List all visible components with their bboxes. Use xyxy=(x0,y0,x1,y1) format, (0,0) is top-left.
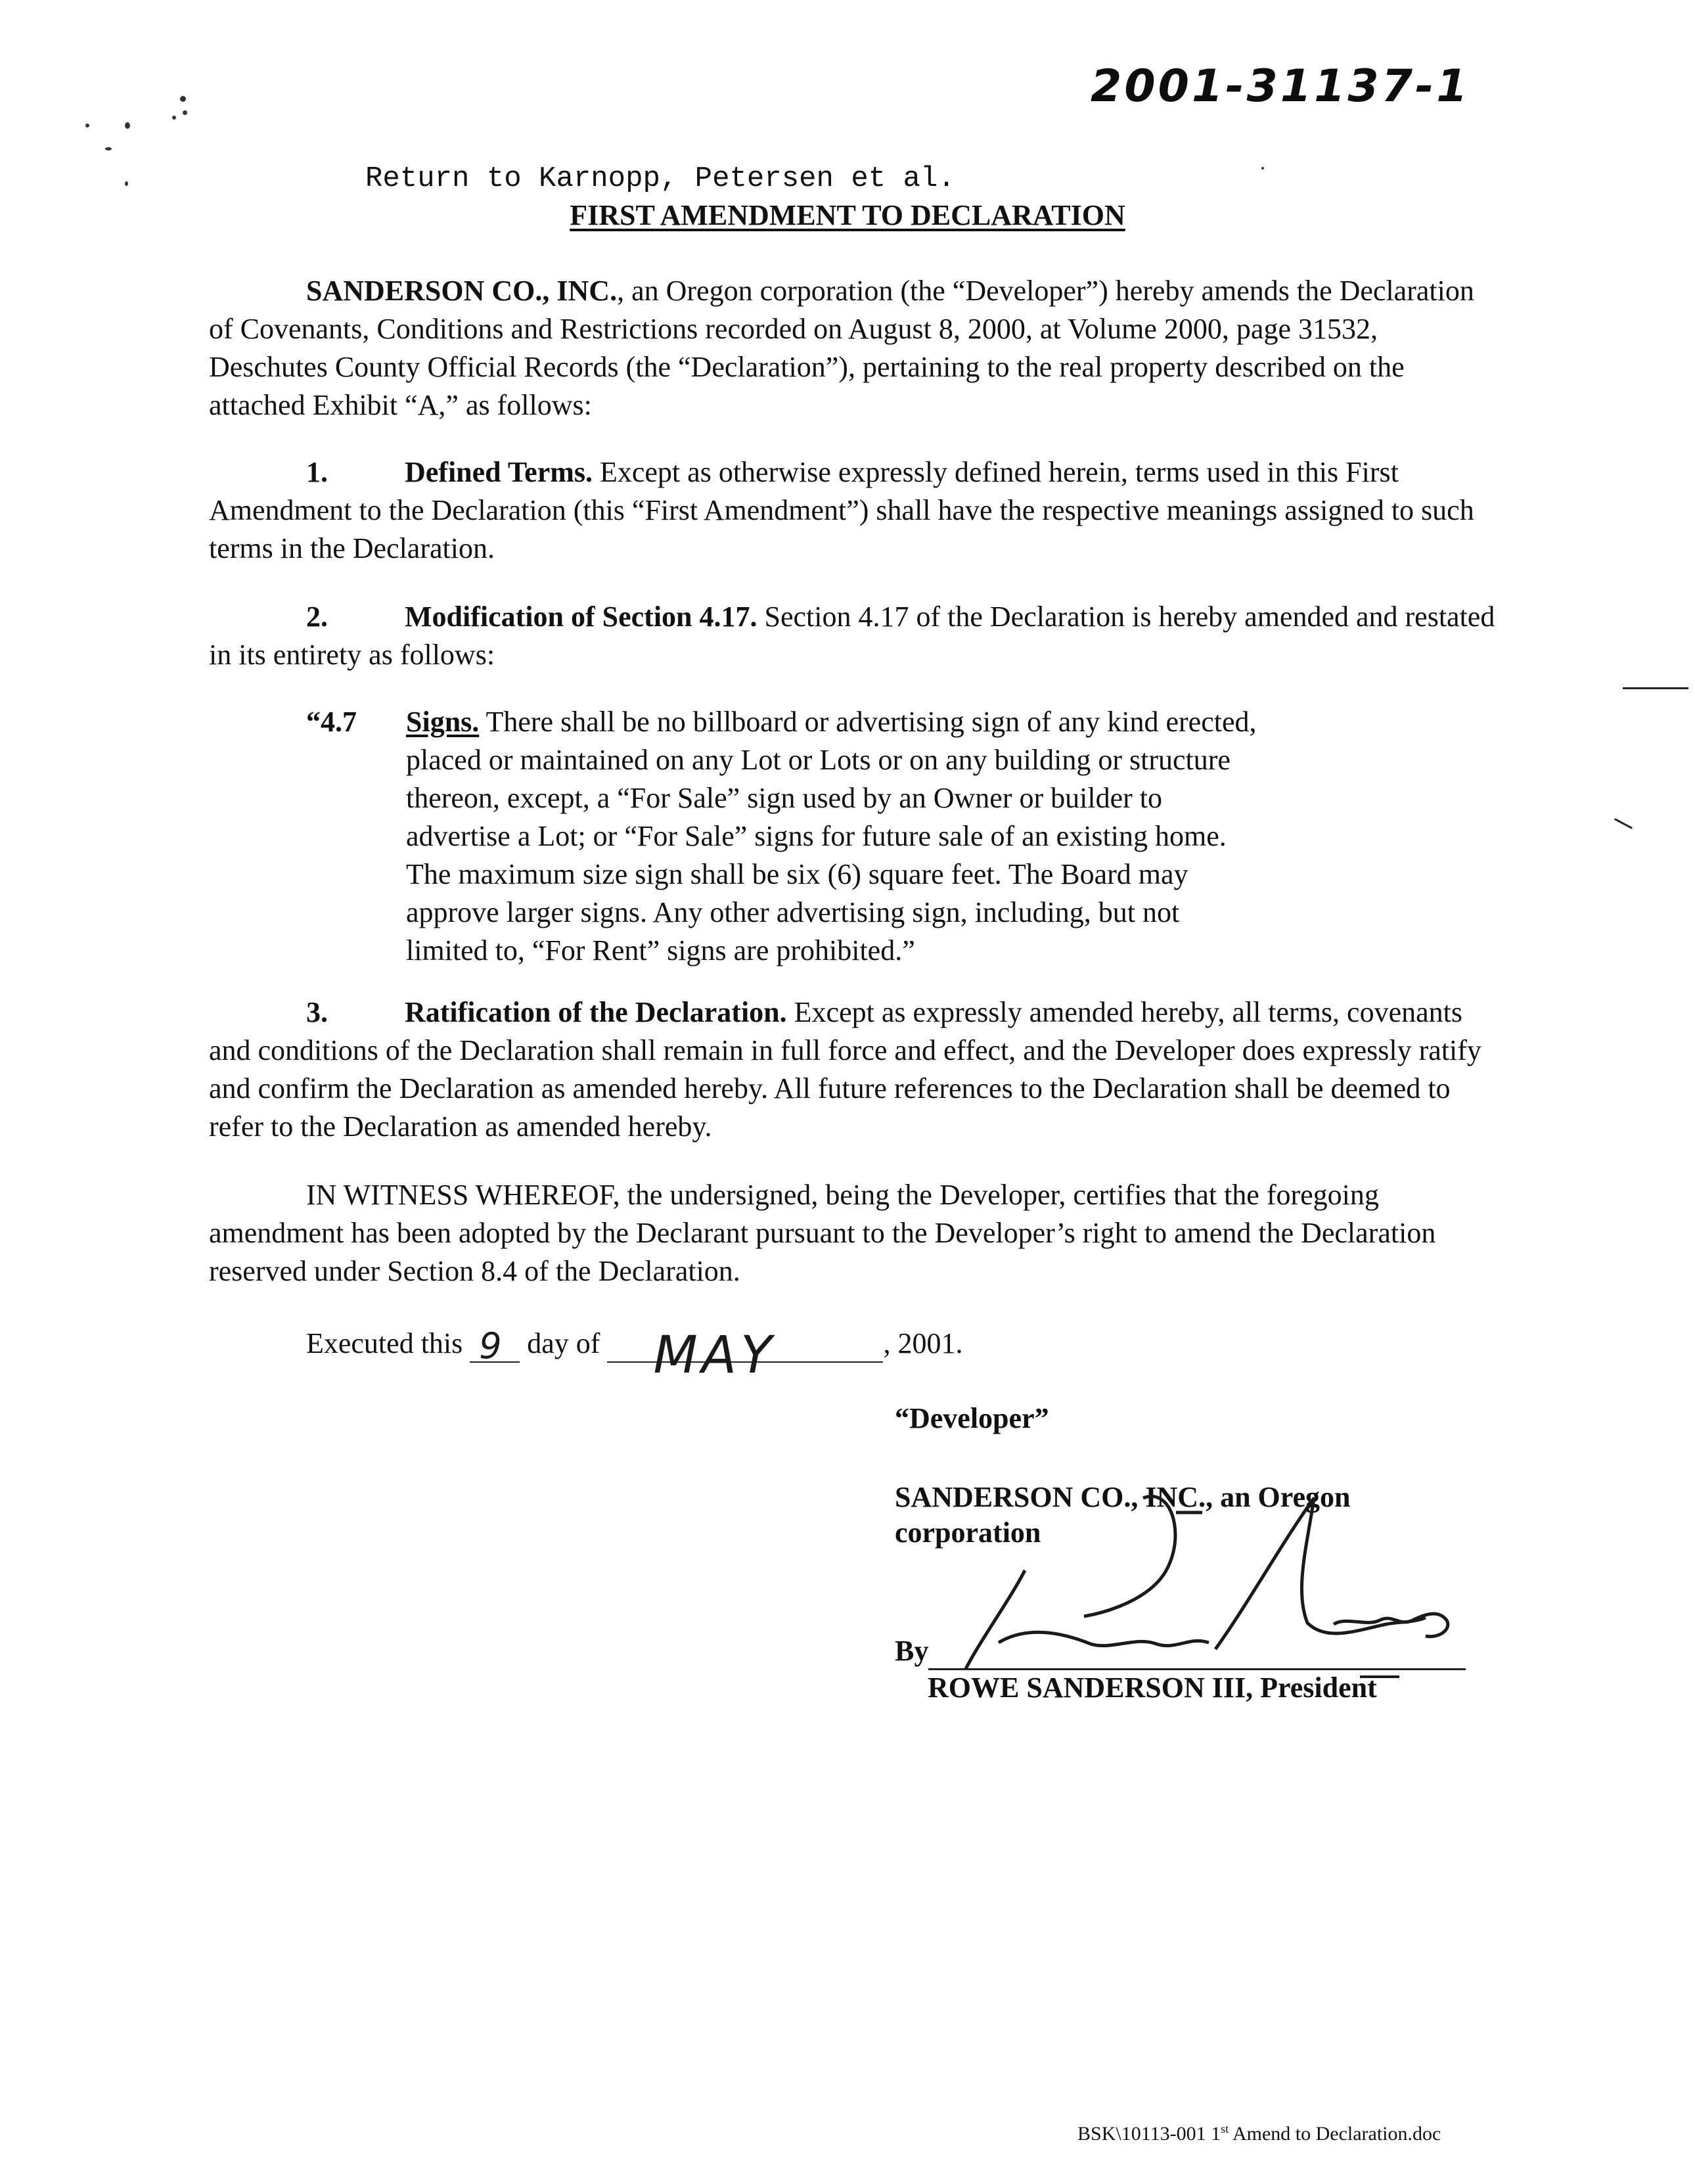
quoted-line: The maximum size sign shall be six (6) square feet. The Board may xyxy=(406,858,1188,890)
intro-text: , an Oregon corporation (the “Developer”) hereby amends the Declaration of Covenants, Conditions and Restrictions recorded on August 8, 2000, at Volume 2000, page 31532, Deschutes County Official Records (the “Declaration”), pertaining to the real property described on the attached Exhibit “A,” as follows: xyxy=(209,275,1474,421)
section-number: 3. xyxy=(306,996,328,1028)
section-number: 1. xyxy=(306,456,328,488)
scan-speck xyxy=(85,124,89,127)
witness-paragraph xyxy=(209,1176,1497,1290)
entity-line-1: SANDERSON CO., INC., an Oregon xyxy=(895,1481,1351,1513)
handwritten-signature xyxy=(939,1472,1491,1695)
section-heading: Modification of Section 4.17. xyxy=(405,601,757,633)
day-value: 9 xyxy=(479,1325,502,1367)
section-number: 2. xyxy=(306,601,328,633)
by-label: By xyxy=(895,1635,929,1667)
quoted-section-4-7 xyxy=(306,703,1423,979)
footer-document-reference: BSK\10113-001 1st Amend to Declaration.doc xyxy=(1077,2122,1441,2145)
margin-mark xyxy=(1623,687,1688,689)
entity-line-2: corporation xyxy=(895,1516,1041,1549)
margin-mark xyxy=(1614,818,1633,829)
quoted-section-number: “4.7 xyxy=(306,706,357,738)
quoted-line: limited to, “For Rent” signs are prohibited.” xyxy=(406,934,915,967)
intro-paragraph xyxy=(209,272,1497,424)
developer-label: “Developer” xyxy=(895,1402,1049,1434)
quoted-section-heading: Signs. xyxy=(406,706,480,738)
quoted-line: advertise a Lot; or “For Sale” signs for future sale of an existing home. xyxy=(406,820,1227,852)
scan-speck xyxy=(1261,167,1264,170)
month-field xyxy=(607,1326,883,1385)
witness-text: IN WITNESS WHEREOF, the undersigned, being the Developer, certifies that the foregoing amendment has been adopted by the Declarant pursuant to the Developer’s right to amend the Declaration reserved under Section 8.4 of the Declaration. xyxy=(209,1179,1436,1287)
scan-speck xyxy=(172,116,176,120)
recording-number: 2001-31137-1 xyxy=(1091,60,1470,112)
executed-prefix: Executed this xyxy=(306,1327,463,1359)
party-name: SANDERSON CO., INC. xyxy=(306,275,618,307)
section-text: Except as otherwise expressly defined herein, terms used in this First Amendment to the Declaration (this “First Amendment”) shall have the respective meanings assigned to such terms in the Declaration. xyxy=(209,456,1474,564)
signatory-name: ROWE SANDERSON III, President xyxy=(928,1672,1377,1704)
section-heading: Defined Terms. xyxy=(405,456,593,488)
quoted-line: approve larger signs. Any other advertising sign, including, but not xyxy=(406,896,1180,928)
day-field xyxy=(470,1325,520,1367)
quoted-line: thereon, except, a “For Sale” sign used by an Owner or builder to xyxy=(406,782,1162,814)
quoted-line: placed or maintained on any Lot or Lots or on any building or structure xyxy=(406,744,1231,776)
scan-speck xyxy=(105,147,112,150)
section-1 xyxy=(209,453,1497,568)
executed-mid: day of xyxy=(527,1327,600,1359)
section-heading: Ratification of the Declaration. xyxy=(405,996,787,1028)
title-text: FIRST AMENDMENT TO DECLARATION xyxy=(570,199,1125,231)
document-title xyxy=(0,197,1695,234)
scan-speck xyxy=(183,110,187,115)
quoted-line: Signs. There shall be no billboard or advertising sign of any kind erected, xyxy=(406,706,1257,738)
executed-suffix: , 2001. xyxy=(883,1327,963,1359)
scan-speck xyxy=(125,122,130,129)
scan-speck xyxy=(180,96,186,102)
executed-line xyxy=(306,1325,963,1385)
section-text: Except as expressly amended hereby, all terms, covenants and conditions of the Declaration shall remain in full force and effect, and the Developer does expressly ratify and confirm the Declaration as amended hereby. All future references to the Declaration shall be deemed to refer to the Declaration as amended hereby. xyxy=(209,996,1481,1143)
section-text: Section 4.17 of the Declaration is hereby amended and restated in its entirety as follows: xyxy=(209,601,1495,671)
month-value: MAY xyxy=(653,1326,776,1385)
scan-speck xyxy=(125,181,128,186)
return-to-line: Return to Karnopp, Petersen et al. xyxy=(365,162,955,195)
section-3 xyxy=(209,993,1497,1146)
quoted-section-body xyxy=(406,703,1405,970)
section-2 xyxy=(209,598,1497,674)
